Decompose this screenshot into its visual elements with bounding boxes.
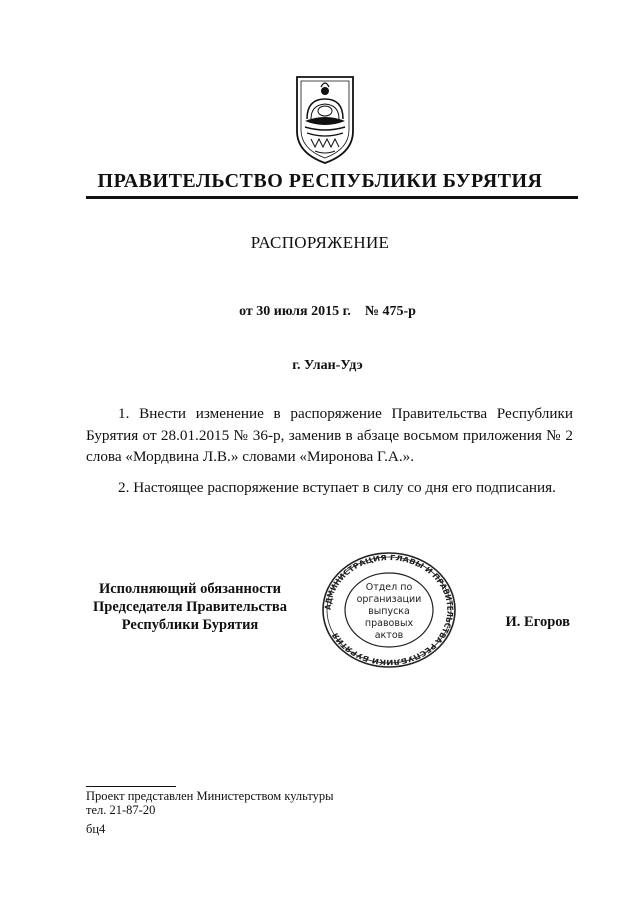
stamp-line-3: выпуска	[368, 606, 410, 617]
stamp-line-5: актов	[374, 630, 404, 641]
footnote-line-2: тел. 21-87-20	[86, 803, 156, 817]
signer-name: И. Егоров	[505, 614, 570, 630]
footnote	[86, 789, 334, 817]
stamp-line-4: правовых	[364, 618, 414, 629]
document-date: от 30 июля 2015 г.	[239, 304, 351, 319]
position-line-1: Исполняющий обязанности	[98, 581, 282, 597]
position-line-3: Республики Бурятия	[121, 617, 259, 633]
document-type: РАСПОРЯЖЕНИЕ	[250, 233, 390, 252]
footnote-line-1: Проект представлен Министерством культуры	[86, 789, 334, 803]
stamp-line-2: организации	[356, 594, 422, 605]
stamp-line-1: Отдел по	[365, 582, 413, 593]
footnote-divider	[86, 786, 176, 787]
signatory-position	[90, 580, 290, 634]
paragraph-1: 1. Внести изменение в распоряжение Правительства Республики Бурятия от 28.01.2015 № 36-р, заменив в абзаце восьмом приложения № 2 слова «Мордвина Л.В.» словами «Миронова Г.А.».	[86, 405, 573, 465]
document-code: бц4	[86, 822, 106, 836]
date-number-line	[0, 304, 640, 320]
stamp-ring-text: АДМИНИСТРАЦИЯ ГЛАВЫ И ПРАВИТЕЛЬСТВА РЕСПУБЛИКИ БУРЯТИЯ	[323, 553, 455, 667]
header-divider	[86, 196, 578, 199]
official-stamp	[320, 550, 458, 670]
document-number: № 475-р	[364, 304, 416, 319]
emblem-icon	[291, 73, 359, 165]
organization-title: ПРАВИТЕЛЬСТВО РЕСПУБЛИКИ БУРЯТИЯ	[97, 170, 543, 192]
city: г. Улан-Удэ	[292, 358, 363, 373]
position-line-2: Председателя Правительства	[93, 599, 287, 615]
paragraph-2: 2. Настоящее распоряжение вступает в силу со дня его подписания.	[118, 479, 556, 496]
